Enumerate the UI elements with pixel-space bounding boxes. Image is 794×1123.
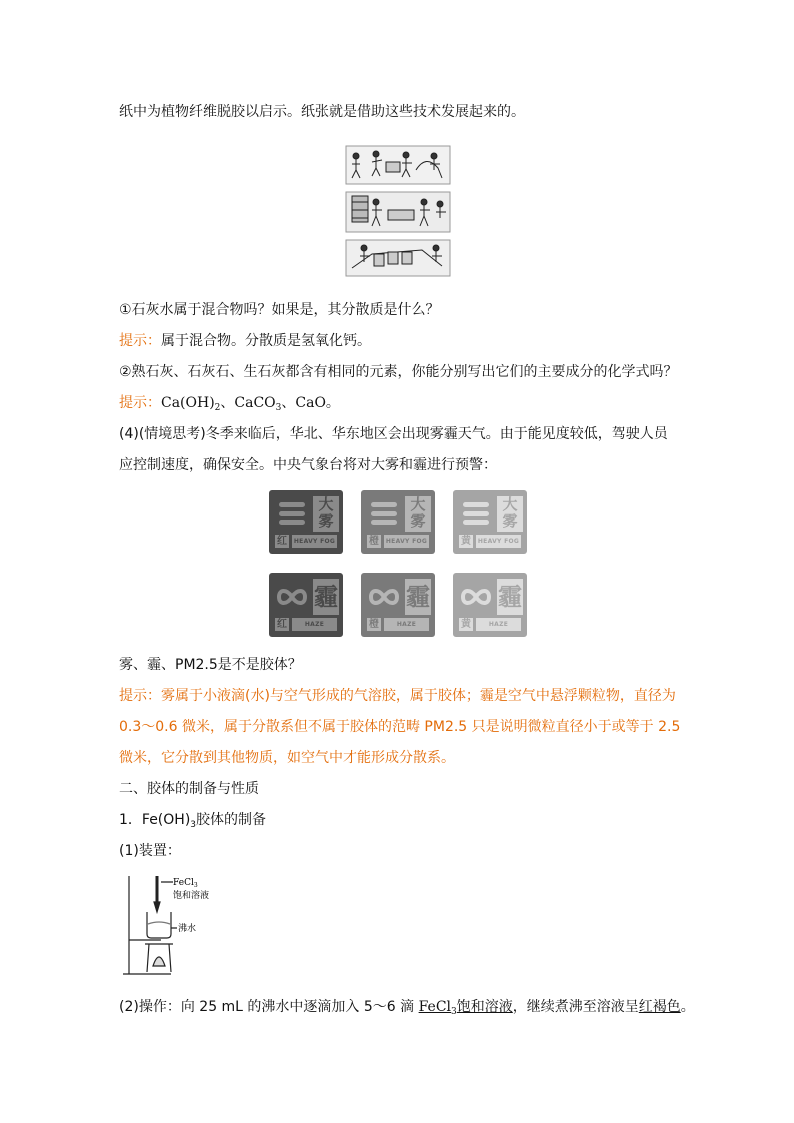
sign-english-label: HEAVY FOG (384, 535, 429, 548)
sign-level: 黄 (461, 536, 471, 547)
hint-label: 提示： (119, 395, 161, 411)
sign-title: 霾 (497, 579, 523, 615)
sign-level: 橙 (369, 536, 379, 547)
haze-warning-sign (453, 573, 527, 637)
answer-colloid-line3: 微米，它分散到其他物质，如空气中才能形成分散系。 (119, 750, 455, 766)
fog-bars-icon (459, 496, 493, 532)
answer-colloid-line1: 提示：雾属于小液滴(水)与空气形成的气溶胶，属于胶体；霾是空气中悬浮颗粒物，直径为 (119, 688, 676, 704)
fog-bars-icon (367, 496, 401, 532)
heating-setup-icon (121, 868, 231, 980)
reagent-label: FeCl$_3$ (173, 878, 198, 889)
infinity-icon (459, 579, 493, 615)
paragraph-paper-history: 纸中为植物纤维脱胶以启示。纸张就是借助这些技术发展起来的。 (119, 104, 525, 120)
sign-title: 大雾 (405, 496, 431, 532)
sign-english-label: HAZE (384, 618, 429, 631)
infinity-icon (367, 579, 401, 615)
sign-english-label: HAZE (292, 618, 337, 631)
sign-title: 霾 (313, 579, 339, 615)
sign-english-label: HAZE (476, 618, 521, 631)
reagent-underlined: FeCl$_3$饱和溶液 (418, 999, 513, 1017)
sign-english-label: HEAVY FOG (292, 535, 337, 548)
apparatus-diagram (121, 868, 231, 980)
sign-level: 红 (277, 536, 287, 547)
operation-step: (2)操作：向 25 mL 的沸水中逐滴加入 5～6 滴 FeCl$_3$饱和溶液，继续煮沸至溶液呈红褐色。 (119, 999, 695, 1017)
fog-warning-sign (453, 490, 527, 554)
section-heading: 二、胶体的制备与性质 (119, 781, 259, 797)
sign-level: 红 (277, 619, 287, 630)
water-label: 沸水 (178, 924, 197, 934)
fog-warning-sign (361, 490, 435, 554)
reagent-label-2: 饱和溶液 (173, 891, 210, 901)
answer-limewater (119, 331, 371, 351)
sign-level: 黄 (461, 619, 471, 630)
papermaking-illustration (342, 140, 454, 280)
sign-level: 橙 (369, 619, 379, 630)
color-underlined: 红褐色 (638, 999, 681, 1015)
answer-text: 属于混合物。分散质是氢氧化钙。 (161, 333, 371, 349)
question-formulas: ②熟石灰、石灰石、生石灰都含有相同的元素，你能分别写出它们的主要成分的化学式吗？ (119, 364, 678, 380)
sign-title: 大雾 (497, 496, 523, 532)
formula-caoh2: $Ca(OH)_2$、CaCO$_3$、CaO。 (161, 395, 340, 413)
hint-label: 提示： (119, 688, 161, 704)
fog-warning-sign (269, 490, 343, 554)
device-label: (1)装置： (119, 843, 181, 859)
subsection-heading: 1．$Fe(OH)_3$胶体的制备 (119, 812, 267, 830)
haze-warning-sign (361, 573, 435, 637)
question-smog-line2: 应控制速度，确保安全。中央气象台将对大雾和霾进行预警： (119, 457, 497, 473)
question-colloid: 雾、霾、PM2.5是不是胶体？ (119, 657, 302, 673)
infinity-icon (275, 579, 309, 615)
sign-title: 霾 (405, 579, 431, 615)
fog-bars-icon (275, 496, 309, 532)
question-limewater: ①石灰水属于混合物吗？如果是，其分散质是什么？ (119, 302, 440, 318)
hint-label: 提示： (119, 333, 161, 349)
question-smog-line1: (4)(情境思考)冬季来临后，华北、华东地区会出现雾霾天气。由于能见度较低，驾驶人员 (119, 426, 668, 442)
answer-colloid-line2: 0.3～0.6 微米，属于分散系但不属于胶体的范畴 PM2.5 只是说明微粒直径小于或等于 2.5 (119, 719, 681, 735)
sign-title: 大雾 (313, 496, 339, 532)
haze-warning-sign (269, 573, 343, 637)
answer-formulas (119, 393, 340, 418)
sign-english-label: HEAVY FOG (476, 535, 521, 548)
